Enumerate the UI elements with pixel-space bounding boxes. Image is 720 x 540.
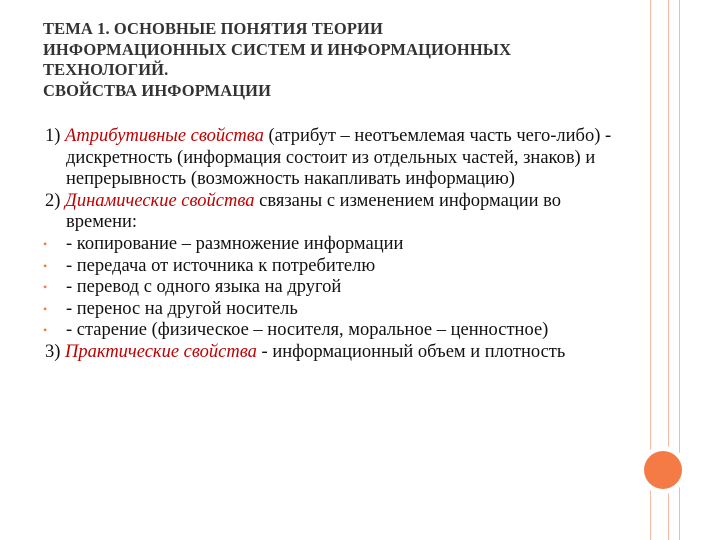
list-item: • - копирование – размножение информации xyxy=(43,233,404,254)
bullet-dot-icon: • xyxy=(43,323,48,338)
bullet-dot-icon: • xyxy=(43,280,48,295)
slide-body xyxy=(45,126,625,364)
paragraph-attributive xyxy=(45,126,625,191)
paragraph-text: - информационный объем и плотность xyxy=(256,341,566,362)
list-item: • - перевод с одного языка на другой xyxy=(43,277,342,298)
title-line-2: ИНФОРМАЦИОННЫХ СИСТЕМ И ИНФОРМАЦИОННЫХ xyxy=(43,39,512,59)
term-dynamic: Динамические свойства xyxy=(65,190,255,211)
paragraph-text: связаны с изменением информации во времени: xyxy=(66,190,561,233)
bullet-dot-icon: • xyxy=(43,301,48,316)
list-item: • - старение (физическое – носителя, моральное – ценностное) xyxy=(43,320,549,341)
item-number: 1) xyxy=(45,126,66,146)
list-item: • - передача от источника к потребителю xyxy=(43,255,376,276)
list-item: • - перенос на другой носитель xyxy=(43,298,298,319)
item-number: 2) xyxy=(45,190,66,211)
bullet-dot-icon: • xyxy=(43,258,48,273)
paragraph-practical xyxy=(45,342,625,364)
term-attributive: Атрибутивные свойства xyxy=(65,126,264,146)
term-practical: Практические свойства xyxy=(65,341,257,362)
item-number: 3) xyxy=(45,341,66,362)
bullet-dot-icon: • xyxy=(43,236,48,251)
paragraph-text: (атрибут – неотъемлемая часть чего-либо) - дискретность (информация состоит из отдельных частей, знаков) и непрерывность (возможность накапливать информацию) xyxy=(66,126,612,190)
title-line-4: СВОЙСТВА ИНФОРМАЦИИ xyxy=(43,80,272,100)
slide-title xyxy=(43,19,643,101)
title-line-3: ТЕХНОЛОГИЙ. xyxy=(43,60,169,79)
paragraph-dynamic xyxy=(45,191,625,234)
title-line-1: ТЕМА 1. ОСНОВНЫЕ ПОНЯТИЯ ТЕОРИИ xyxy=(43,19,383,38)
orange-circle-icon xyxy=(639,446,687,494)
